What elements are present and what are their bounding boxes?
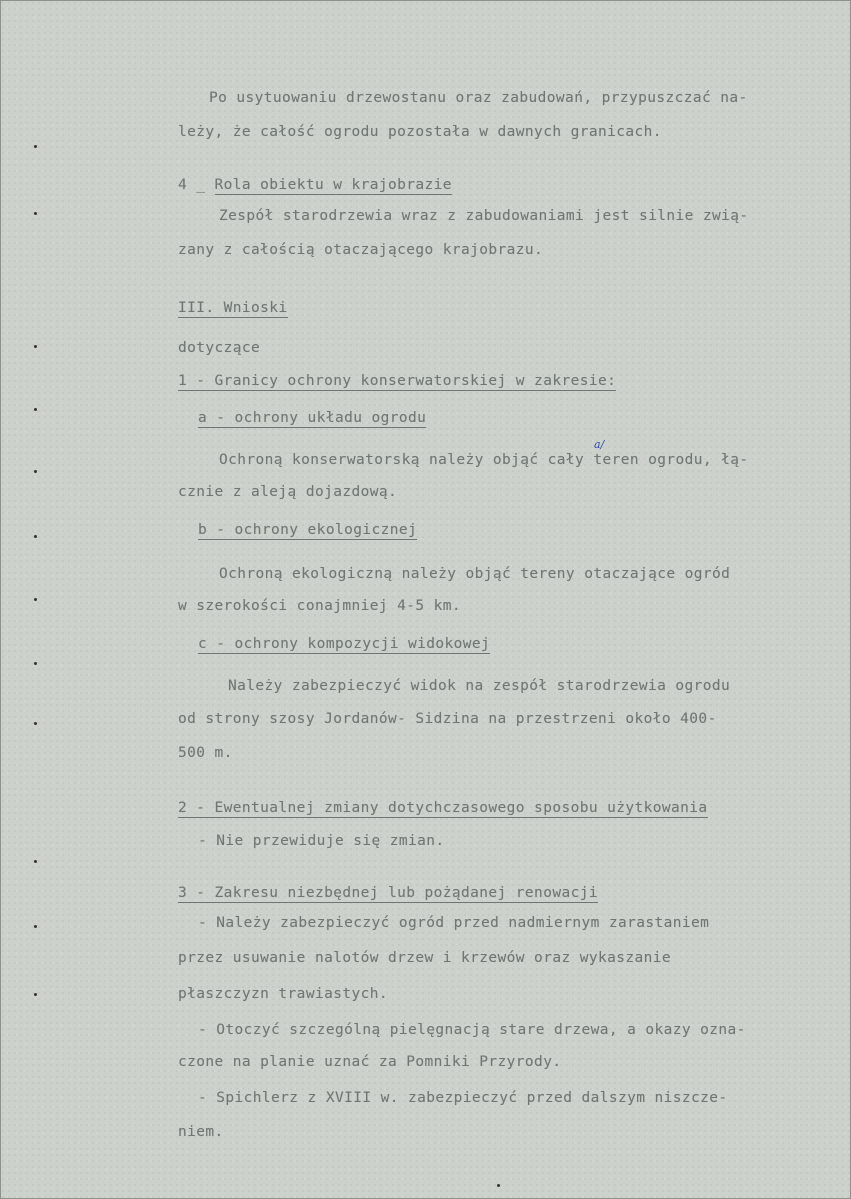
margin-dot — [34, 993, 37, 996]
heading-title: 2 - Ewentualnej zmiany dotychczasowego sposobu użytkowania — [178, 800, 708, 816]
heading-number: 4 _ — [178, 177, 215, 193]
heading-title: 3 - Zakresu niezbędnej lub pożądanej renowacji — [178, 885, 598, 901]
paragraph-line: 500 m. — [178, 745, 233, 761]
section-heading-4 — [178, 177, 452, 193]
subsection-heading-b — [198, 522, 417, 538]
subsection-heading-a — [198, 410, 426, 426]
paragraph-line: cznie z aleją dojazdową. — [178, 484, 398, 500]
margin-dot — [34, 860, 37, 863]
heading-title: Rola obiektu w krajobrazie — [214, 177, 452, 193]
handwritten-correction: a/ — [594, 438, 605, 451]
paragraph-line: - Spichlerz z XVIII w. zabezpieczyć przed dalszym niszcze- — [198, 1090, 728, 1106]
section-heading-III — [178, 300, 288, 316]
paragraph-line: - Otoczyć szczególną pielęgnacją stare drzewa, a okazy ozna- — [198, 1022, 746, 1038]
heading-title: III. Wnioski — [178, 300, 288, 316]
subsection-heading-1 — [178, 373, 616, 389]
margin-dot — [34, 408, 37, 411]
margin-dot — [34, 662, 37, 665]
margin-dot — [34, 535, 37, 538]
paragraph-line: Zespół starodrzewia wraz z zabudowaniami jest silnie zwią- — [219, 208, 749, 224]
paragraph-line: płaszczyzn trawiastych. — [178, 986, 388, 1002]
paragraph-line: Ochroną ekologiczną należy objąć tereny otaczające ogród — [219, 566, 731, 582]
paragraph-line: niem. — [178, 1124, 224, 1140]
margin-dot — [34, 925, 37, 928]
subsection-heading-2 — [178, 800, 708, 816]
margin-dot — [34, 722, 37, 725]
paragraph-line: Należy zabezpieczyć widok na zespół starodrzewia ogrodu — [228, 678, 731, 694]
paragraph-line: leży, że całość ogrodu pozostała w dawnych granicach. — [178, 124, 662, 140]
paragraph-line: czone na planie uznać za Pomniki Przyrody. — [178, 1054, 562, 1070]
heading-title: a - ochrony układu ogrodu — [198, 410, 427, 426]
paragraph-line: zany z całością otaczającego krajobrazu. — [178, 242, 544, 258]
margin-dot — [34, 145, 37, 148]
paragraph-line: Po usytuowaniu drzewostanu oraz zabudowań, przypuszczać na- — [209, 90, 748, 106]
paragraph-line: od strony szosy Jordanów- Sidzina na przestrzeni około 400- — [178, 711, 717, 727]
subsection-heading-3 — [178, 885, 598, 901]
heading-title: b - ochrony ekologicznej — [198, 522, 418, 538]
heading-title: c - ochrony kompozycji widokowej — [198, 636, 491, 652]
subsection-heading-c — [198, 636, 490, 652]
margin-dot — [34, 598, 37, 601]
paragraph-line: dotyczące — [178, 340, 261, 356]
margin-dot — [497, 1184, 500, 1187]
heading-title: 1 - Granicy ochrony konserwatorskiej w zakresie: — [178, 373, 617, 389]
paragraph-line: przez usuwanie nalotów drzew i krzewów oraz wykaszanie — [178, 950, 672, 966]
paragraph-line: - Należy zabezpieczyć ogród przed nadmiernym zarastaniem — [198, 915, 710, 931]
margin-dot — [34, 212, 37, 215]
margin-dot — [34, 345, 37, 348]
margin-dot — [34, 470, 37, 473]
paragraph-line: Ochroną konserwatorską należy objąć cały teren ogrodu, łą- — [219, 452, 749, 468]
paragraph-line: - Nie przewiduje się zmian. — [198, 833, 445, 849]
paragraph-line: w szerokości conajmniej 4-5 km. — [178, 598, 462, 614]
